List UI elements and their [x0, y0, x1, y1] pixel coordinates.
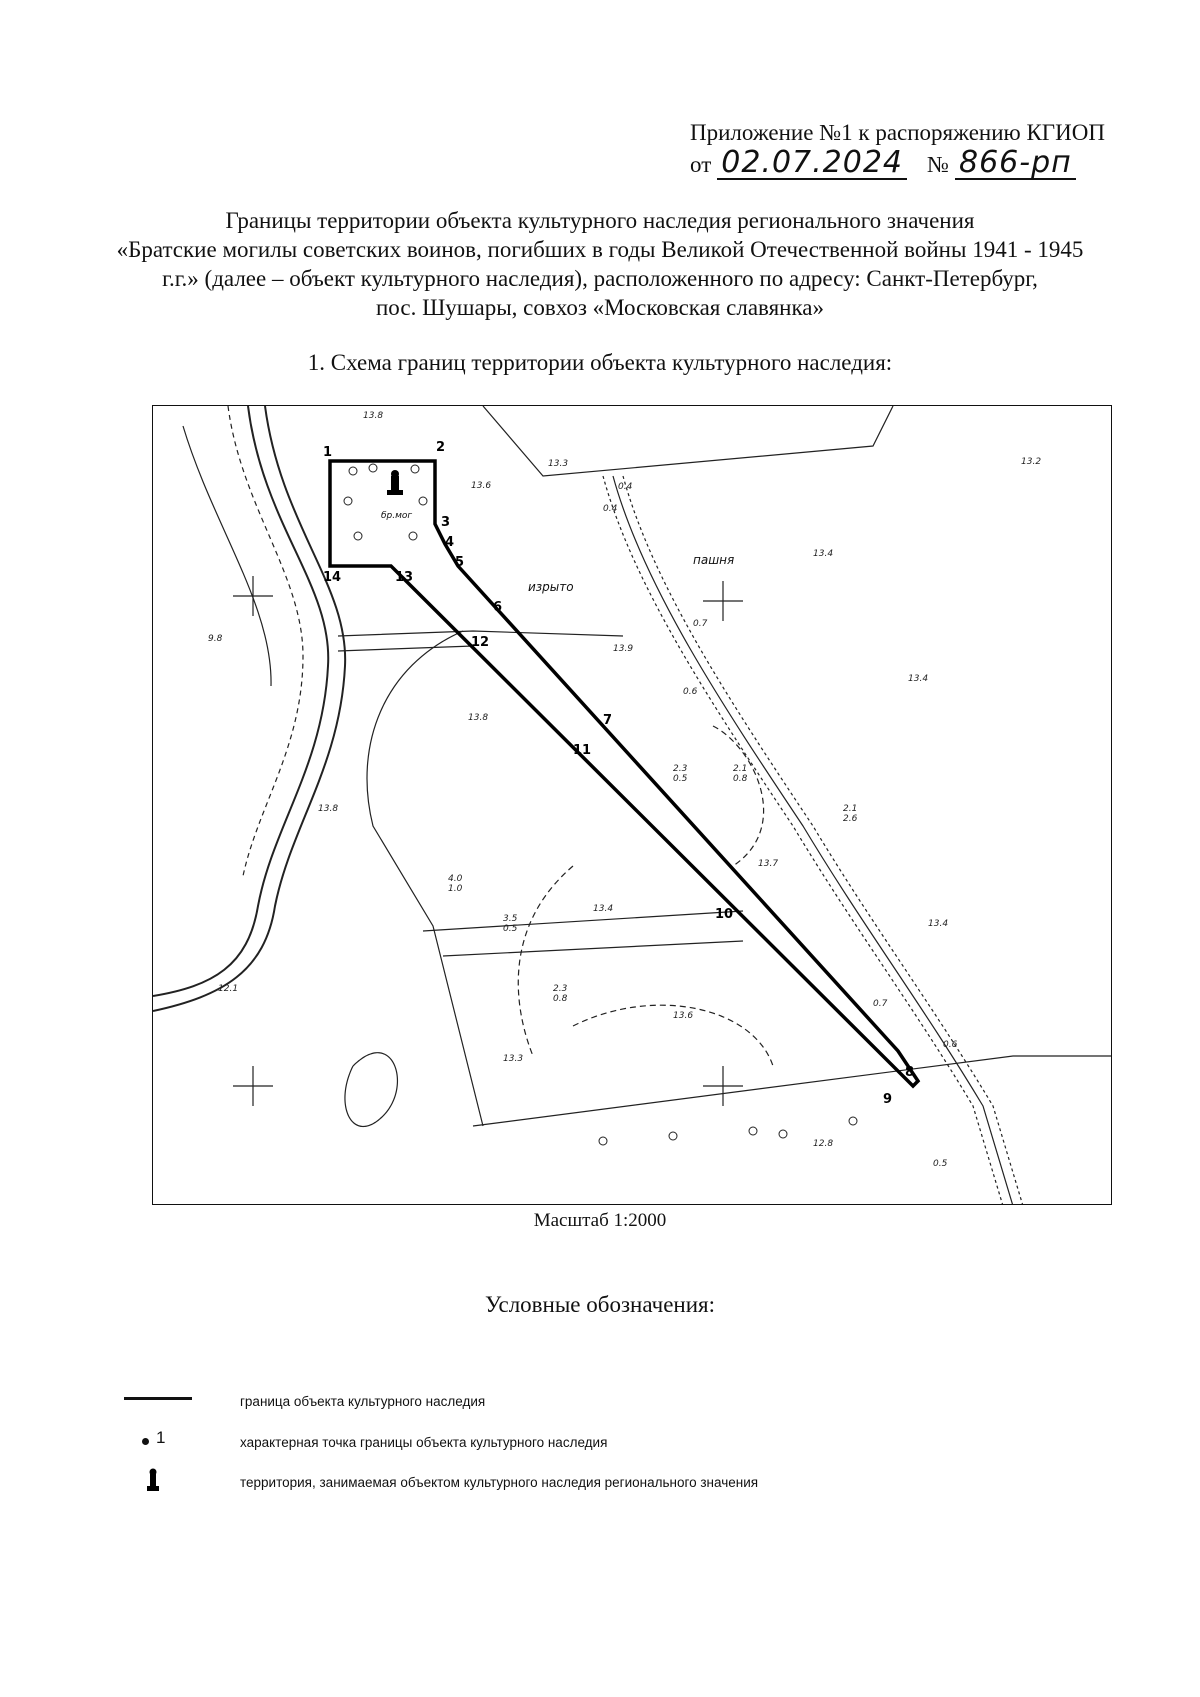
order-number: 866-рп — [955, 148, 1076, 180]
point-label: 12 — [471, 635, 490, 650]
svg-text:12.1: 12.1 — [218, 984, 239, 994]
svg-text:0.4: 0.4 — [603, 504, 618, 514]
svg-text:13.8: 13.8 — [318, 804, 339, 814]
point-label: 7 — [603, 713, 613, 728]
title-line: «Братские могилы советских воинов, погибших в годы Великой Отечественной войны 1941 - 1945 — [116, 237, 1084, 262]
legend-point-number: 1 — [156, 1428, 166, 1447]
svg-text:13.8: 13.8 — [468, 713, 489, 723]
svg-text:2.1: 2.1 — [733, 764, 748, 774]
svg-text:13.8: 13.8 — [363, 411, 384, 421]
svg-text:3.5: 3.5 — [503, 914, 518, 924]
title-line: г.г.» (далее – объект культурного наследия), расположенного по адресу: Санкт-Петербург, — [162, 266, 1038, 291]
svg-text:0.7: 0.7 — [693, 619, 708, 629]
svg-text:0.8: 0.8 — [553, 994, 568, 1004]
point-label: 8 — [905, 1065, 915, 1080]
monument-icon — [387, 470, 403, 495]
point-label: 13 — [395, 570, 414, 585]
svg-text:9.8: 9.8 — [208, 634, 223, 644]
svg-text:0.4: 0.4 — [618, 482, 633, 492]
svg-text:13.3: 13.3 — [548, 459, 569, 469]
svg-text:0.6: 0.6 — [683, 687, 698, 697]
map-label-arable: пашня — [693, 553, 735, 567]
tree-markers — [344, 464, 857, 1145]
svg-text:2.3: 2.3 — [673, 764, 688, 774]
svg-text:13.4: 13.4 — [908, 674, 929, 684]
svg-text:2.1: 2.1 — [843, 804, 858, 814]
date-prefix: от — [690, 152, 712, 177]
point-label: 11 — [573, 743, 592, 758]
svg-text:13.7: 13.7 — [758, 859, 779, 869]
number-prefix: № — [927, 152, 949, 177]
point-label: 14 — [323, 570, 342, 585]
point-label: 10 — [715, 907, 734, 922]
svg-text:13.6: 13.6 — [471, 481, 492, 491]
boundary-map — [152, 405, 1112, 1205]
legend-text: характерная точка границы объекта культурного наследия — [240, 1434, 608, 1450]
point-label: 2 — [436, 440, 446, 455]
svg-text:2.3: 2.3 — [553, 984, 568, 994]
legend-item-point — [120, 1426, 1020, 1458]
legend-item-territory — [120, 1466, 1020, 1498]
svg-text:0.7: 0.7 — [873, 999, 888, 1009]
point-label: 6 — [493, 600, 503, 615]
legend-item-boundary — [120, 1385, 1020, 1417]
svg-text:0.5: 0.5 — [503, 924, 518, 934]
section-heading: 1. Схема границ территории объекта культурного наследия: — [307, 350, 893, 375]
legend-monument-icon — [120, 1466, 240, 1498]
map-markers — [208, 411, 1041, 1169]
svg-text:0.6: 0.6 — [943, 1040, 958, 1050]
svg-text:13.4: 13.4 — [813, 549, 834, 559]
svg-text:12.8: 12.8 — [813, 1139, 834, 1149]
svg-text:2.6: 2.6 — [843, 814, 858, 824]
point-label: 5 — [455, 555, 465, 570]
point-label: 3 — [441, 515, 451, 530]
legend-line-symbol — [120, 1385, 240, 1417]
title-line: Границы территории объекта культурного наследия регионального значения — [225, 208, 975, 233]
svg-text:13.3: 13.3 — [503, 1054, 524, 1064]
svg-text:13.9: 13.9 — [613, 644, 634, 654]
svg-text:0.5: 0.5 — [673, 774, 688, 784]
legend-text: граница объекта культурного наследия — [240, 1393, 486, 1409]
legend-title: Условные обозначения: — [484, 1292, 716, 1317]
appendix-line: Приложение №1 к распоряжению КГИОП — [690, 120, 1105, 145]
title-line: пос. Шушары, совхоз «Московская славянка» — [375, 295, 825, 320]
svg-text:13.6: 13.6 — [673, 1011, 694, 1021]
map-scale: Масштаб 1:2000 — [533, 1210, 667, 1231]
legend-point-symbol — [120, 1426, 240, 1458]
svg-text:4.0: 4.0 — [448, 874, 463, 884]
point-label: 4 — [445, 535, 455, 550]
svg-text:0.5: 0.5 — [933, 1159, 948, 1169]
legend-text: территория, занимаемая объектом культурного наследия регионального значения — [240, 1474, 759, 1490]
svg-text:13.4: 13.4 — [593, 904, 614, 914]
svg-text:13.2: 13.2 — [1021, 457, 1042, 467]
svg-text:13.4: 13.4 — [928, 919, 949, 929]
svg-text:1.0: 1.0 — [448, 884, 463, 894]
document-title — [100, 206, 1100, 322]
svg-text:0.8: 0.8 — [733, 774, 748, 784]
point-label: 1 — [323, 445, 333, 460]
map-label-dug: изрыто — [528, 580, 574, 594]
order-line — [690, 145, 1150, 180]
order-date: 02.07.2024 — [717, 148, 907, 180]
point-label: 9 — [883, 1092, 893, 1107]
map-label-graves: бр.мог — [381, 511, 413, 521]
appendix-header — [690, 118, 1150, 180]
